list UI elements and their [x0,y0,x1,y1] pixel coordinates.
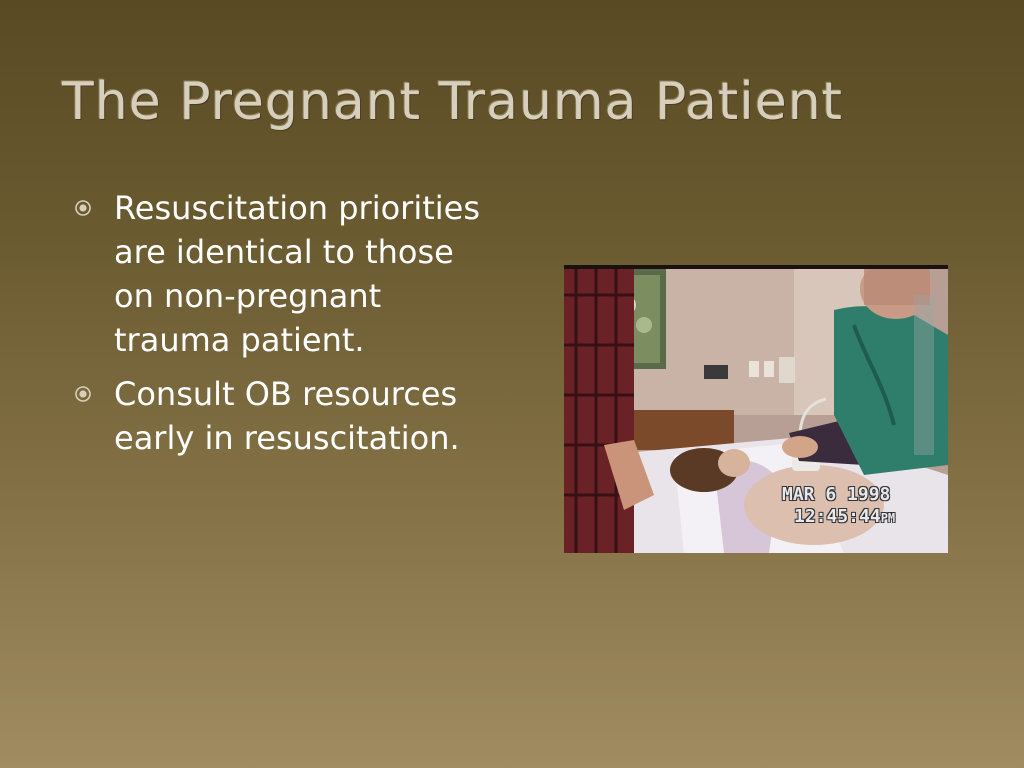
trauma-ultrasound-photo [564,265,948,553]
bullet-item [72,186,512,362]
photo-time-value: 12:45:44 [794,506,881,527]
bullet-text: Consult OB resources early in resuscitation. [114,375,460,457]
circle-dot-bullet-icon [74,385,92,403]
circle-dot-bullet-icon [74,199,92,217]
bullet-item [72,372,512,460]
bullet-text: Resuscitation priorities are identical to those on non-pregnant trauma patient. [114,189,480,359]
bullet-list [72,186,512,470]
photo-ampm: PM [880,511,896,525]
photo-time-stamp [794,508,895,526]
slide-title: The Pregnant Trauma Patient [62,72,844,132]
photo-date-stamp: MAR 6 1998 [782,484,891,505]
